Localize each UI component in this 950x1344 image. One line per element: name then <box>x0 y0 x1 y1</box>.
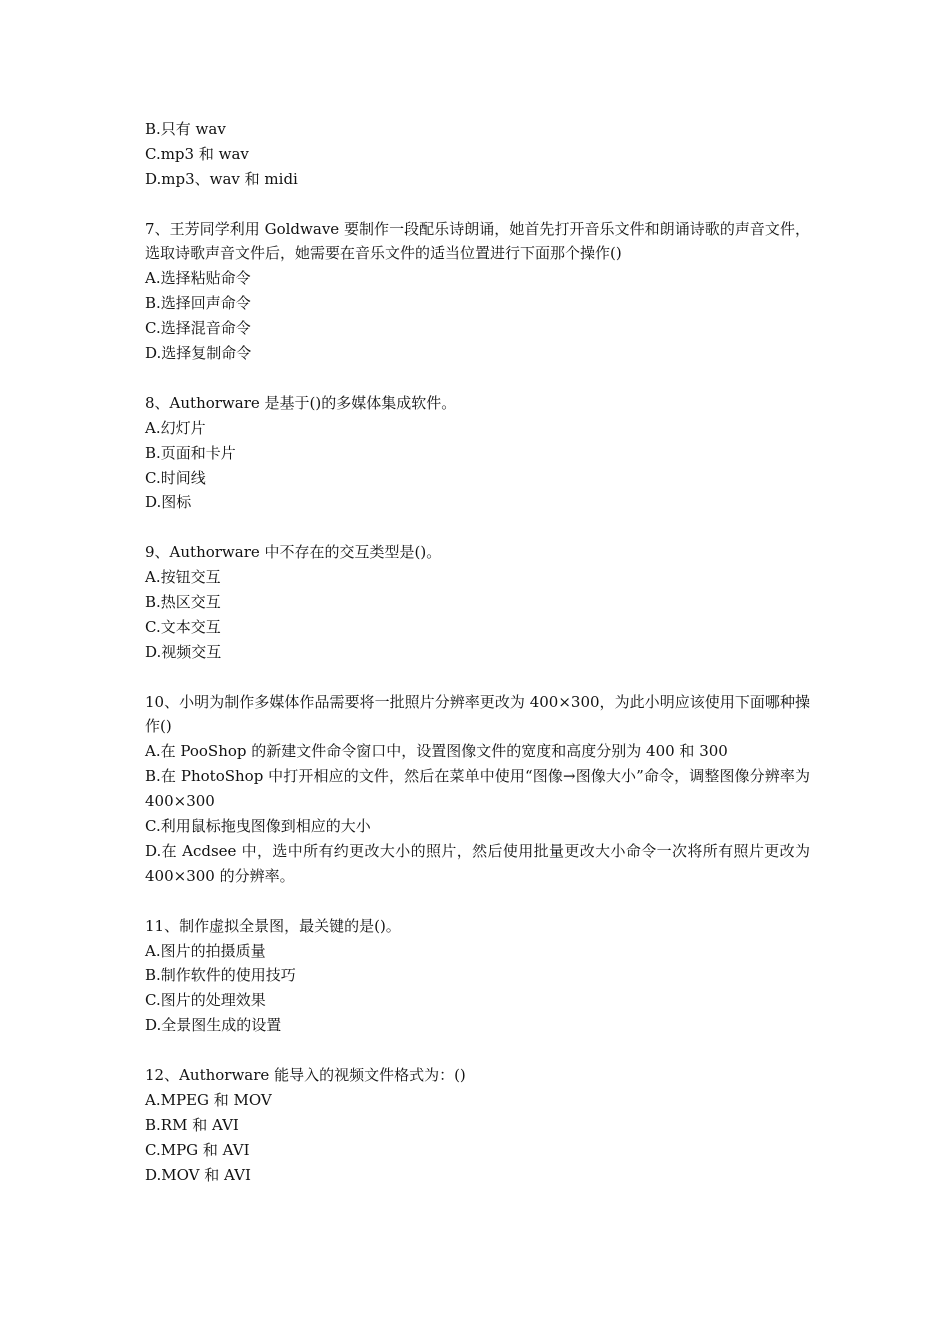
question-stem: 12、Authorware 能导入的视频文件格式为：() <box>145 1066 466 1085</box>
question-10 <box>145 690 810 889</box>
option-c: C.利用鼠标拖曳图像到相应的大小 <box>145 817 371 836</box>
option-d: D.图标 <box>145 493 192 512</box>
option-a: A.MPEG 和 MOV <box>145 1090 272 1109</box>
question-stem: 10、小明为制作多媒体作品需要将一批照片分辨率更改为 400×300，为此小明应该使用下面哪种操作() <box>145 692 810 736</box>
option-a: A.图片的拍摄质量 <box>145 941 266 960</box>
prev-question-options <box>145 117 810 192</box>
question-12 <box>145 1063 810 1187</box>
spacer <box>145 366 810 391</box>
option-a: A.在 PooShop 的新建文件命令窗口中，设置图像文件的宽度和高度分别为 400 和 300 <box>145 742 728 761</box>
option-d: D.mp3、wav 和 midi <box>145 169 298 188</box>
spacer <box>145 1038 810 1063</box>
option-d: D.视频交互 <box>145 642 222 661</box>
option-c: C.选择混音命令 <box>145 319 251 338</box>
question-9 <box>145 540 810 664</box>
spacer <box>145 889 810 914</box>
question-7 <box>145 217 810 366</box>
option-d: D.在 Acdsee 中，选中所有约更改大小的照片，然后使用批量更改大小命令一次将所有照片更改为 400×300 的分辨率。 <box>145 841 810 885</box>
question-stem: 7、王芳同学利用 Goldwave 要制作一段配乐诗朗诵，她首先打开音乐文件和朗诵诗歌的声音文件，选取诗歌声音文件后，她需要在音乐文件的适当位置进行下面那个操作() <box>145 219 810 263</box>
option-b: B.页面和卡片 <box>145 443 236 462</box>
option-b: B.在 PhotoShop 中打开相应的文件，然后在菜单中使用“图像→图像大小”命令，调整图像分辨率为 400×300 <box>145 767 810 811</box>
option-c: C.文本交互 <box>145 617 221 636</box>
question-11 <box>145 914 810 1038</box>
option-a: A.按钮交互 <box>145 568 221 587</box>
option-b: B.RM 和 AVI <box>145 1115 239 1134</box>
question-stem: 9、Authorware 中不存在的交互类型是()。 <box>145 543 442 562</box>
option-b: B.制作软件的使用技巧 <box>145 966 296 985</box>
option-a: A.选择粘贴命令 <box>145 269 251 288</box>
option-a: A.幻灯片 <box>145 418 206 437</box>
spacer <box>145 665 810 690</box>
question-8 <box>145 391 810 515</box>
option-d: D.MOV 和 AVI <box>145 1165 251 1184</box>
option-c: C.mp3 和 wav <box>145 144 249 163</box>
option-d: D.全景图生成的设置 <box>145 1016 282 1035</box>
option-b: B.热区交互 <box>145 592 221 611</box>
spacer <box>145 515 810 540</box>
spacer <box>145 192 810 217</box>
question-stem: 8、Authorware 是基于()的多媒体集成软件。 <box>145 393 457 412</box>
question-stem: 11、制作虚拟全景图，最关键的是()。 <box>145 916 401 935</box>
option-c: C.时间线 <box>145 468 206 487</box>
document-page <box>145 117 810 1188</box>
option-b: B.只有 wav <box>145 120 226 138</box>
option-c: C.MPG 和 AVI <box>145 1140 250 1159</box>
option-d: D.选择复制命令 <box>145 344 252 363</box>
option-c: C.图片的处理效果 <box>145 991 266 1010</box>
option-b: B.选择回声命令 <box>145 294 251 313</box>
